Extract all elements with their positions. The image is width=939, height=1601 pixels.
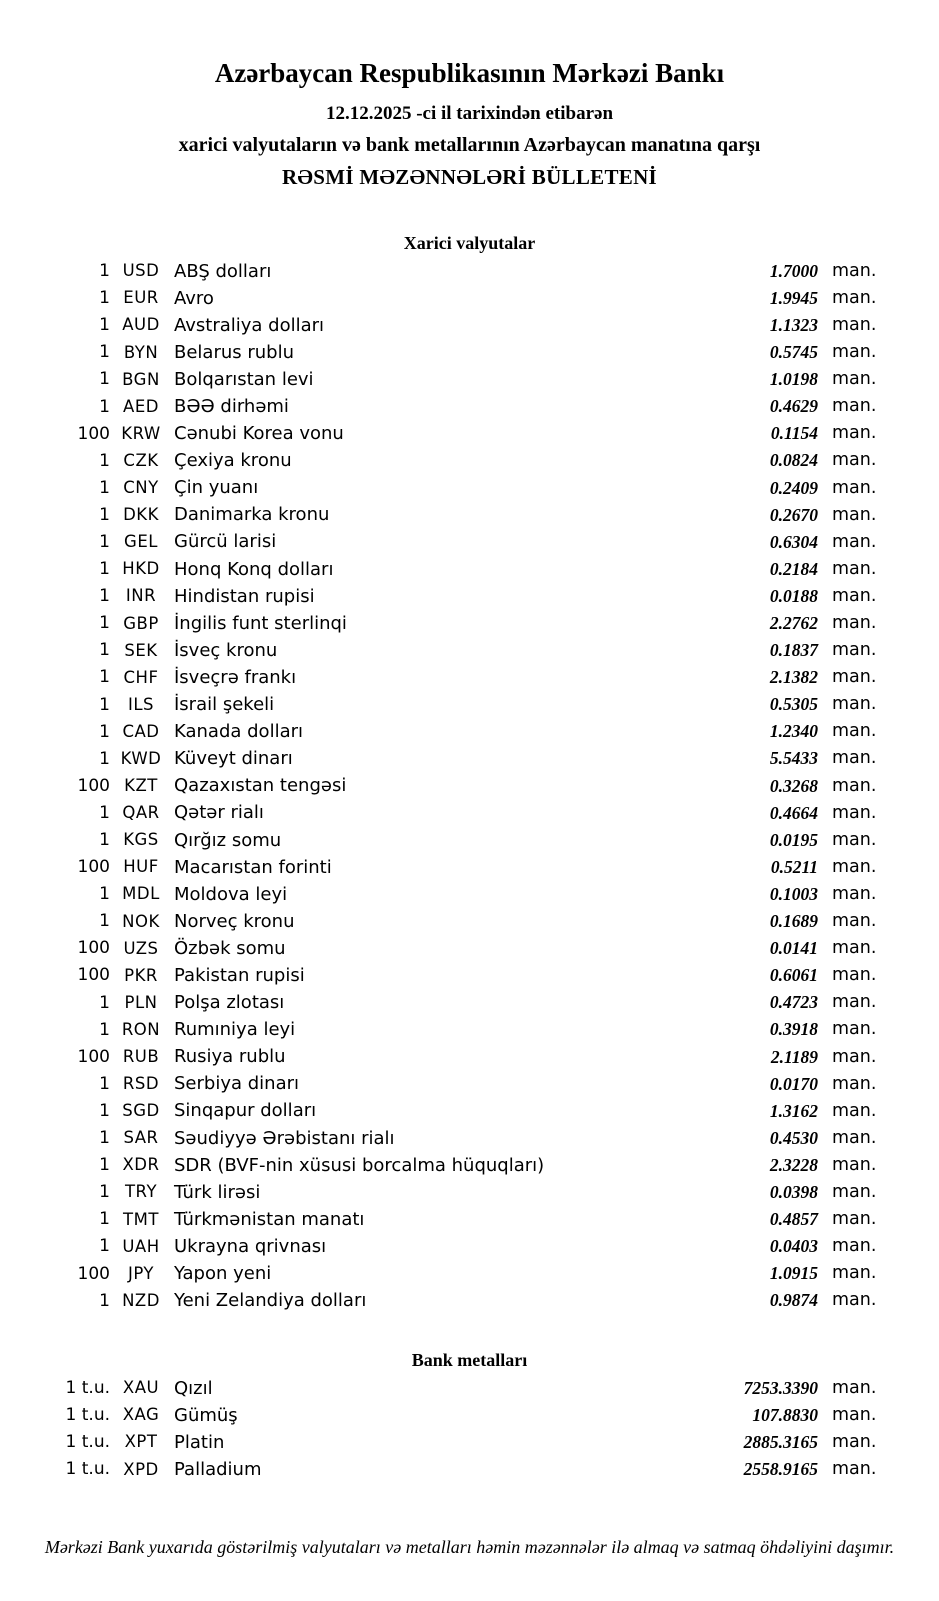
currency-quantity: 1 [99, 748, 110, 769]
currency-code: SAR [123, 1128, 159, 1148]
metal-name: Platin [174, 1431, 225, 1453]
currency-quantity: 1 [99, 586, 110, 607]
metal-code: XAU [122, 1378, 160, 1398]
currency-code: NZD [122, 1290, 160, 1310]
currency-name: İsveçrə frankı [174, 666, 297, 688]
currency-name: Qətər rialı [174, 802, 264, 824]
currency-unit: man. [832, 1073, 877, 1094]
currency-name: Səudiyyə Ərəbistanı rialı [174, 1127, 395, 1149]
currency-unit: man. [832, 558, 877, 579]
metal-rates-table [0, 1375, 939, 1483]
currency-quantity: 1 [99, 1236, 110, 1257]
currency-rate: 2.3228 [769, 1154, 818, 1175]
currency-unit: man. [832, 721, 877, 742]
currency-unit: man. [832, 1181, 877, 1202]
currency-name: Cənubi Korea vonu [174, 423, 344, 445]
currency-code: AUD [122, 315, 160, 335]
currency-rate: 0.5305 [769, 694, 818, 715]
currency-name: Ukrayna qrivnası [174, 1235, 327, 1257]
currency-code: KWD [120, 748, 162, 768]
currency-row [0, 339, 939, 366]
currency-rate: 2.1382 [769, 667, 818, 688]
currency-row [0, 1179, 939, 1206]
currency-quantity: 1 [99, 450, 110, 471]
currency-row [0, 908, 939, 935]
bank-name-title: Azərbaycan Respublikasının Mərkəzi Bankı [214, 58, 725, 88]
currency-row [0, 475, 939, 502]
metal-code: XAG [122, 1405, 160, 1425]
currency-row [0, 556, 939, 583]
currency-rate: 0.4857 [769, 1209, 818, 1230]
currency-unit: man. [832, 829, 877, 850]
currency-name: Çin yuanı [174, 477, 259, 499]
currency-quantity: 1 [99, 992, 110, 1013]
currency-rate: 1.9945 [769, 287, 818, 308]
currency-row [0, 529, 939, 556]
currency-unit: man. [832, 1209, 877, 1230]
currency-row [0, 664, 939, 691]
currency-rate: 0.4530 [769, 1127, 818, 1148]
currency-code: UAH [122, 1236, 160, 1256]
currency-rate: 0.0195 [769, 829, 818, 850]
metal-name: Gümüş [174, 1404, 238, 1426]
currency-name: İsveç kronu [174, 639, 278, 661]
currency-quantity: 1 [99, 477, 110, 498]
currency-code: DKK [123, 505, 159, 525]
currency-rate: 0.4723 [769, 992, 818, 1013]
currency-name: Sinqapur dolları [174, 1100, 317, 1122]
currency-code: KGS [123, 830, 159, 850]
currency-quantity: 1 [99, 1155, 110, 1176]
currency-name: Norveç kronu [174, 910, 295, 932]
currency-code: USD [122, 261, 160, 281]
metal-rate: 2558.9165 [743, 1459, 818, 1480]
currency-quantity: 1 [99, 884, 110, 905]
currency-quantity: 1 [99, 911, 110, 932]
currency-unit: man. [832, 667, 877, 688]
currency-unit: man. [832, 477, 877, 498]
currency-unit: man. [832, 613, 877, 634]
currency-rate: 1.7000 [769, 260, 818, 281]
currency-quantity: 1 [99, 531, 110, 552]
currency-unit: man. [832, 369, 877, 390]
currency-unit: man. [832, 396, 877, 417]
currency-name: Qırğız somu [174, 829, 282, 851]
currency-row [0, 935, 939, 962]
metal-quantity: 1 t.u. [65, 1432, 110, 1453]
currency-code: INR [125, 586, 157, 606]
currency-row [0, 1017, 939, 1044]
currency-code: RUB [122, 1047, 160, 1067]
currency-name: Yeni Zelandiya dolları [174, 1290, 367, 1312]
currency-rate: 0.1003 [769, 883, 818, 904]
currency-code: EUR [123, 288, 159, 308]
currency-unit: man. [832, 1290, 877, 1311]
currency-unit: man. [832, 992, 877, 1013]
currency-name: BƏƏ dirhəmi [174, 396, 289, 418]
bank-metals-section-title: Bank metalları [411, 1350, 528, 1370]
currency-rate: 0.4629 [769, 396, 818, 417]
currency-quantity: 100 [77, 965, 110, 986]
currency-code: RON [121, 1019, 161, 1039]
metal-row [0, 1456, 939, 1483]
currency-name: Avstraliya dolları [174, 314, 325, 336]
currency-quantity: 1 [99, 1182, 110, 1203]
currency-unit: man. [832, 802, 877, 823]
currency-name: Kanada dolları [174, 721, 304, 743]
currency-rate: 5.5433 [769, 748, 818, 769]
currency-code: HKD [122, 559, 160, 579]
currency-unit: man. [832, 531, 877, 552]
currency-unit: man. [832, 938, 877, 959]
currency-rate: 0.0188 [769, 585, 818, 606]
foreign-currencies-section-title: Xarici valyutalar [403, 233, 536, 253]
currency-quantity: 1 [99, 1073, 110, 1094]
currency-rate: 2.2762 [769, 613, 818, 634]
currency-row [0, 746, 939, 773]
currency-code: CNY [123, 478, 159, 498]
currency-code: RSD [122, 1074, 160, 1094]
bulletin-subtitle: xarici valyutaların və bank metallarının Azərbaycan manatına qarşı [178, 134, 761, 156]
currency-name: Rusiya rublu [174, 1046, 286, 1068]
currency-rate: 0.2184 [769, 558, 818, 579]
currency-quantity: 1 [99, 694, 110, 715]
currency-unit: man. [832, 965, 877, 986]
currency-quantity: 1 [99, 1100, 110, 1121]
currency-rate: 1.0915 [769, 1263, 818, 1284]
currency-unit: man. [832, 1019, 877, 1040]
currency-unit: man. [832, 694, 877, 715]
currency-name: Moldova leyi [174, 883, 288, 905]
currency-quantity: 100 [77, 775, 110, 796]
currency-code: TMT [123, 1209, 159, 1229]
currency-row [0, 285, 939, 312]
metal-rate: 2885.3165 [743, 1431, 818, 1452]
currency-code: BYN [123, 342, 159, 362]
currency-name: Küveyt dinarı [174, 748, 293, 770]
metal-name: Palladium [174, 1458, 262, 1480]
currency-quantity: 1 [99, 667, 110, 688]
currency-rate: 0.5211 [770, 856, 818, 877]
currency-quantity: 100 [77, 423, 110, 444]
metal-row [0, 1402, 939, 1429]
currency-code: MDL [122, 884, 160, 904]
currency-name: İngilis funt sterlinqi [174, 612, 347, 634]
metal-quantity: 1 t.u. [65, 1459, 110, 1480]
currency-quantity: 1 [99, 1019, 110, 1040]
currency-quantity: 1 [99, 721, 110, 742]
currency-name: Bolqarıstan levi [174, 368, 314, 390]
currency-rate: 0.0141 [769, 938, 818, 959]
currency-row [0, 1288, 939, 1315]
currency-quantity: 1 [99, 1209, 110, 1230]
currency-rate: 0.0170 [769, 1073, 818, 1094]
currency-quantity: 1 [99, 288, 110, 309]
currency-row [0, 610, 939, 637]
effective-date-line: 12.12.2025 -ci il tarixindən etibarən [325, 103, 614, 124]
currency-name: Qazaxıstan tengəsi [174, 775, 347, 797]
currency-code: QAR [122, 803, 160, 823]
currency-name: Yapon yeni [174, 1263, 272, 1285]
metal-row [0, 1429, 939, 1456]
currency-row [0, 583, 939, 610]
currency-unit: man. [832, 748, 877, 769]
currency-rate: 0.6061 [769, 965, 818, 986]
currency-row [0, 637, 939, 664]
currency-row [0, 827, 939, 854]
currency-rates-table [0, 258, 939, 1315]
currency-rate: 0.0403 [769, 1236, 818, 1257]
currency-rate: 1.2340 [769, 721, 818, 742]
currency-rate: 0.1689 [769, 911, 818, 932]
currency-quantity: 1 [99, 1128, 110, 1149]
currency-row [0, 1233, 939, 1260]
currency-quantity: 1 [99, 315, 110, 336]
currency-unit: man. [832, 775, 877, 796]
currency-name: Gürcü larisi [174, 531, 277, 553]
currency-rate: 0.4664 [769, 802, 818, 823]
currency-code: SEK [124, 640, 158, 660]
currency-code: PLN [124, 992, 158, 1012]
metal-name: Qızıl [174, 1377, 213, 1399]
currency-code: GEL [124, 532, 158, 552]
currency-code: UZS [123, 938, 159, 958]
currency-rate: 0.1837 [769, 640, 818, 661]
currency-unit: man. [832, 342, 877, 363]
metal-unit: man. [832, 1377, 877, 1398]
currency-quantity: 1 [99, 559, 110, 580]
metal-unit: man. [832, 1431, 877, 1452]
currency-name: Pakistan rupisi [174, 964, 305, 986]
currency-name: ABŞ dolları [174, 260, 272, 282]
currency-row [0, 1071, 939, 1098]
currency-row [0, 990, 939, 1017]
currency-row [0, 421, 939, 448]
currency-row [0, 719, 939, 746]
currency-unit: man. [832, 640, 877, 661]
metal-code: XPD [123, 1459, 159, 1479]
currency-code: PKR [124, 965, 158, 985]
currency-unit: man. [832, 1100, 877, 1121]
currency-rate: 1.0198 [769, 369, 818, 390]
currency-name: Avro [174, 287, 214, 309]
currency-row [0, 1098, 939, 1125]
currency-row [0, 692, 939, 719]
currency-name: Honq Konq dolları [174, 558, 334, 580]
currency-rate: 0.0824 [769, 450, 818, 471]
currency-row [0, 393, 939, 420]
currency-row [0, 1125, 939, 1152]
metal-rate: 7253.3390 [743, 1377, 818, 1398]
currency-unit: man. [832, 314, 877, 335]
metal-unit: man. [832, 1404, 877, 1425]
currency-rate: 0.5745 [769, 342, 818, 363]
currency-quantity: 1 [99, 830, 110, 851]
metal-quantity: 1 t.u. [65, 1378, 110, 1399]
currency-row [0, 258, 939, 285]
currency-code: BGN [122, 369, 160, 389]
currency-unit: man. [832, 450, 877, 471]
currency-row [0, 800, 939, 827]
currency-quantity: 1 [99, 396, 110, 417]
currency-row [0, 962, 939, 989]
currency-code: CZK [123, 450, 159, 470]
currency-rate: 0.2670 [769, 504, 818, 525]
metal-code: XPT [124, 1432, 158, 1452]
currency-code: JPY [127, 1263, 155, 1283]
currency-quantity: 1 [99, 261, 110, 282]
currency-unit: man. [832, 1046, 877, 1067]
currency-quantity: 100 [77, 857, 110, 878]
currency-name: Çexiya kronu [174, 450, 292, 472]
currency-code: CHF [123, 667, 159, 687]
currency-code: TRY [124, 1182, 158, 1202]
currency-code: CAD [122, 721, 160, 741]
currency-rate: 0.9874 [769, 1290, 818, 1311]
currency-unit: man. [832, 260, 877, 281]
currency-rate: 0.3268 [769, 775, 818, 796]
currency-unit: man. [832, 1127, 877, 1148]
currency-row [0, 1152, 939, 1179]
currency-name: Macarıstan forinti [174, 856, 332, 878]
currency-name: Türkmənistan manatı [174, 1208, 365, 1230]
currency-rate: 0.0398 [769, 1181, 818, 1202]
currency-name: Serbiya dinarı [174, 1073, 299, 1095]
currency-quantity: 1 [99, 640, 110, 661]
bulletin-title: RƏSMİ MƏZƏNNƏLƏRİ BÜLLETENİ [281, 165, 658, 189]
currency-code: NOK [122, 911, 160, 931]
currency-name: İsrail şekeli [174, 694, 275, 716]
metal-quantity: 1 t.u. [65, 1405, 110, 1426]
currency-row [0, 1044, 939, 1071]
currency-name: Danimarka kronu [174, 504, 330, 526]
metal-rate: 107.8830 [752, 1404, 818, 1425]
currency-row [0, 881, 939, 908]
currency-unit: man. [832, 504, 877, 525]
currency-code: KZT [124, 776, 158, 796]
currency-quantity: 1 [99, 369, 110, 390]
currency-row [0, 312, 939, 339]
currency-unit: man. [832, 911, 877, 932]
currency-name: Rumıniya leyi [174, 1019, 296, 1041]
currency-quantity: 1 [99, 1290, 110, 1311]
currency-row [0, 773, 939, 800]
currency-unit: man. [832, 883, 877, 904]
currency-name: Hindistan rupisi [174, 585, 315, 607]
currency-name: Belarus rublu [174, 341, 295, 363]
currency-code: KRW [121, 423, 161, 443]
currency-row [0, 448, 939, 475]
currency-code: XDR [122, 1155, 160, 1175]
currency-name: SDR (BVF-nin xüsusi borcalma hüquqları) [174, 1154, 545, 1176]
currency-code: HUF [123, 857, 159, 877]
currency-unit: man. [832, 1263, 877, 1284]
currency-code: GBP [123, 613, 159, 633]
currency-name: Polşa zlotası [174, 992, 285, 1014]
currency-row [0, 502, 939, 529]
currency-rate: 1.1323 [769, 314, 818, 335]
currency-unit: man. [832, 585, 877, 606]
currency-name: Özbək somu [174, 937, 286, 959]
currency-unit: man. [832, 423, 877, 444]
currency-rate: 0.2409 [769, 477, 818, 498]
currency-quantity: 100 [77, 1046, 110, 1067]
currency-quantity: 1 [99, 504, 110, 525]
currency-rate: 2.1189 [770, 1046, 818, 1067]
currency-row [0, 1206, 939, 1233]
currency-unit: man. [832, 856, 877, 877]
currency-rate: 1.3162 [769, 1100, 818, 1121]
currency-name: Türk lirəsi [174, 1181, 261, 1203]
currency-rate: 0.3918 [769, 1019, 818, 1040]
metal-unit: man. [832, 1459, 877, 1480]
currency-code: AED [123, 396, 159, 416]
currency-row [0, 1260, 939, 1287]
disclaimer-text: Mərkəzi Bank yuxarıda göstərilmiş valyutaları və metalları həmin məzənnələr ilə almaq və satmaq öhdəliyini daşımır. [44, 1537, 895, 1557]
currency-unit: man. [832, 287, 877, 308]
currency-quantity: 100 [77, 1263, 110, 1284]
currency-quantity: 1 [99, 342, 110, 363]
currency-quantity: 100 [77, 938, 110, 959]
currency-code: ILS [127, 694, 155, 714]
currency-row [0, 366, 939, 393]
currency-unit: man. [832, 1154, 877, 1175]
currency-code: SGD [122, 1101, 160, 1121]
currency-rate: 0.1154 [770, 423, 818, 444]
metal-row [0, 1375, 939, 1402]
currency-unit: man. [832, 1236, 877, 1257]
currency-row [0, 854, 939, 881]
currency-rate: 0.6304 [769, 531, 818, 552]
currency-quantity: 1 [99, 802, 110, 823]
currency-quantity: 1 [99, 613, 110, 634]
